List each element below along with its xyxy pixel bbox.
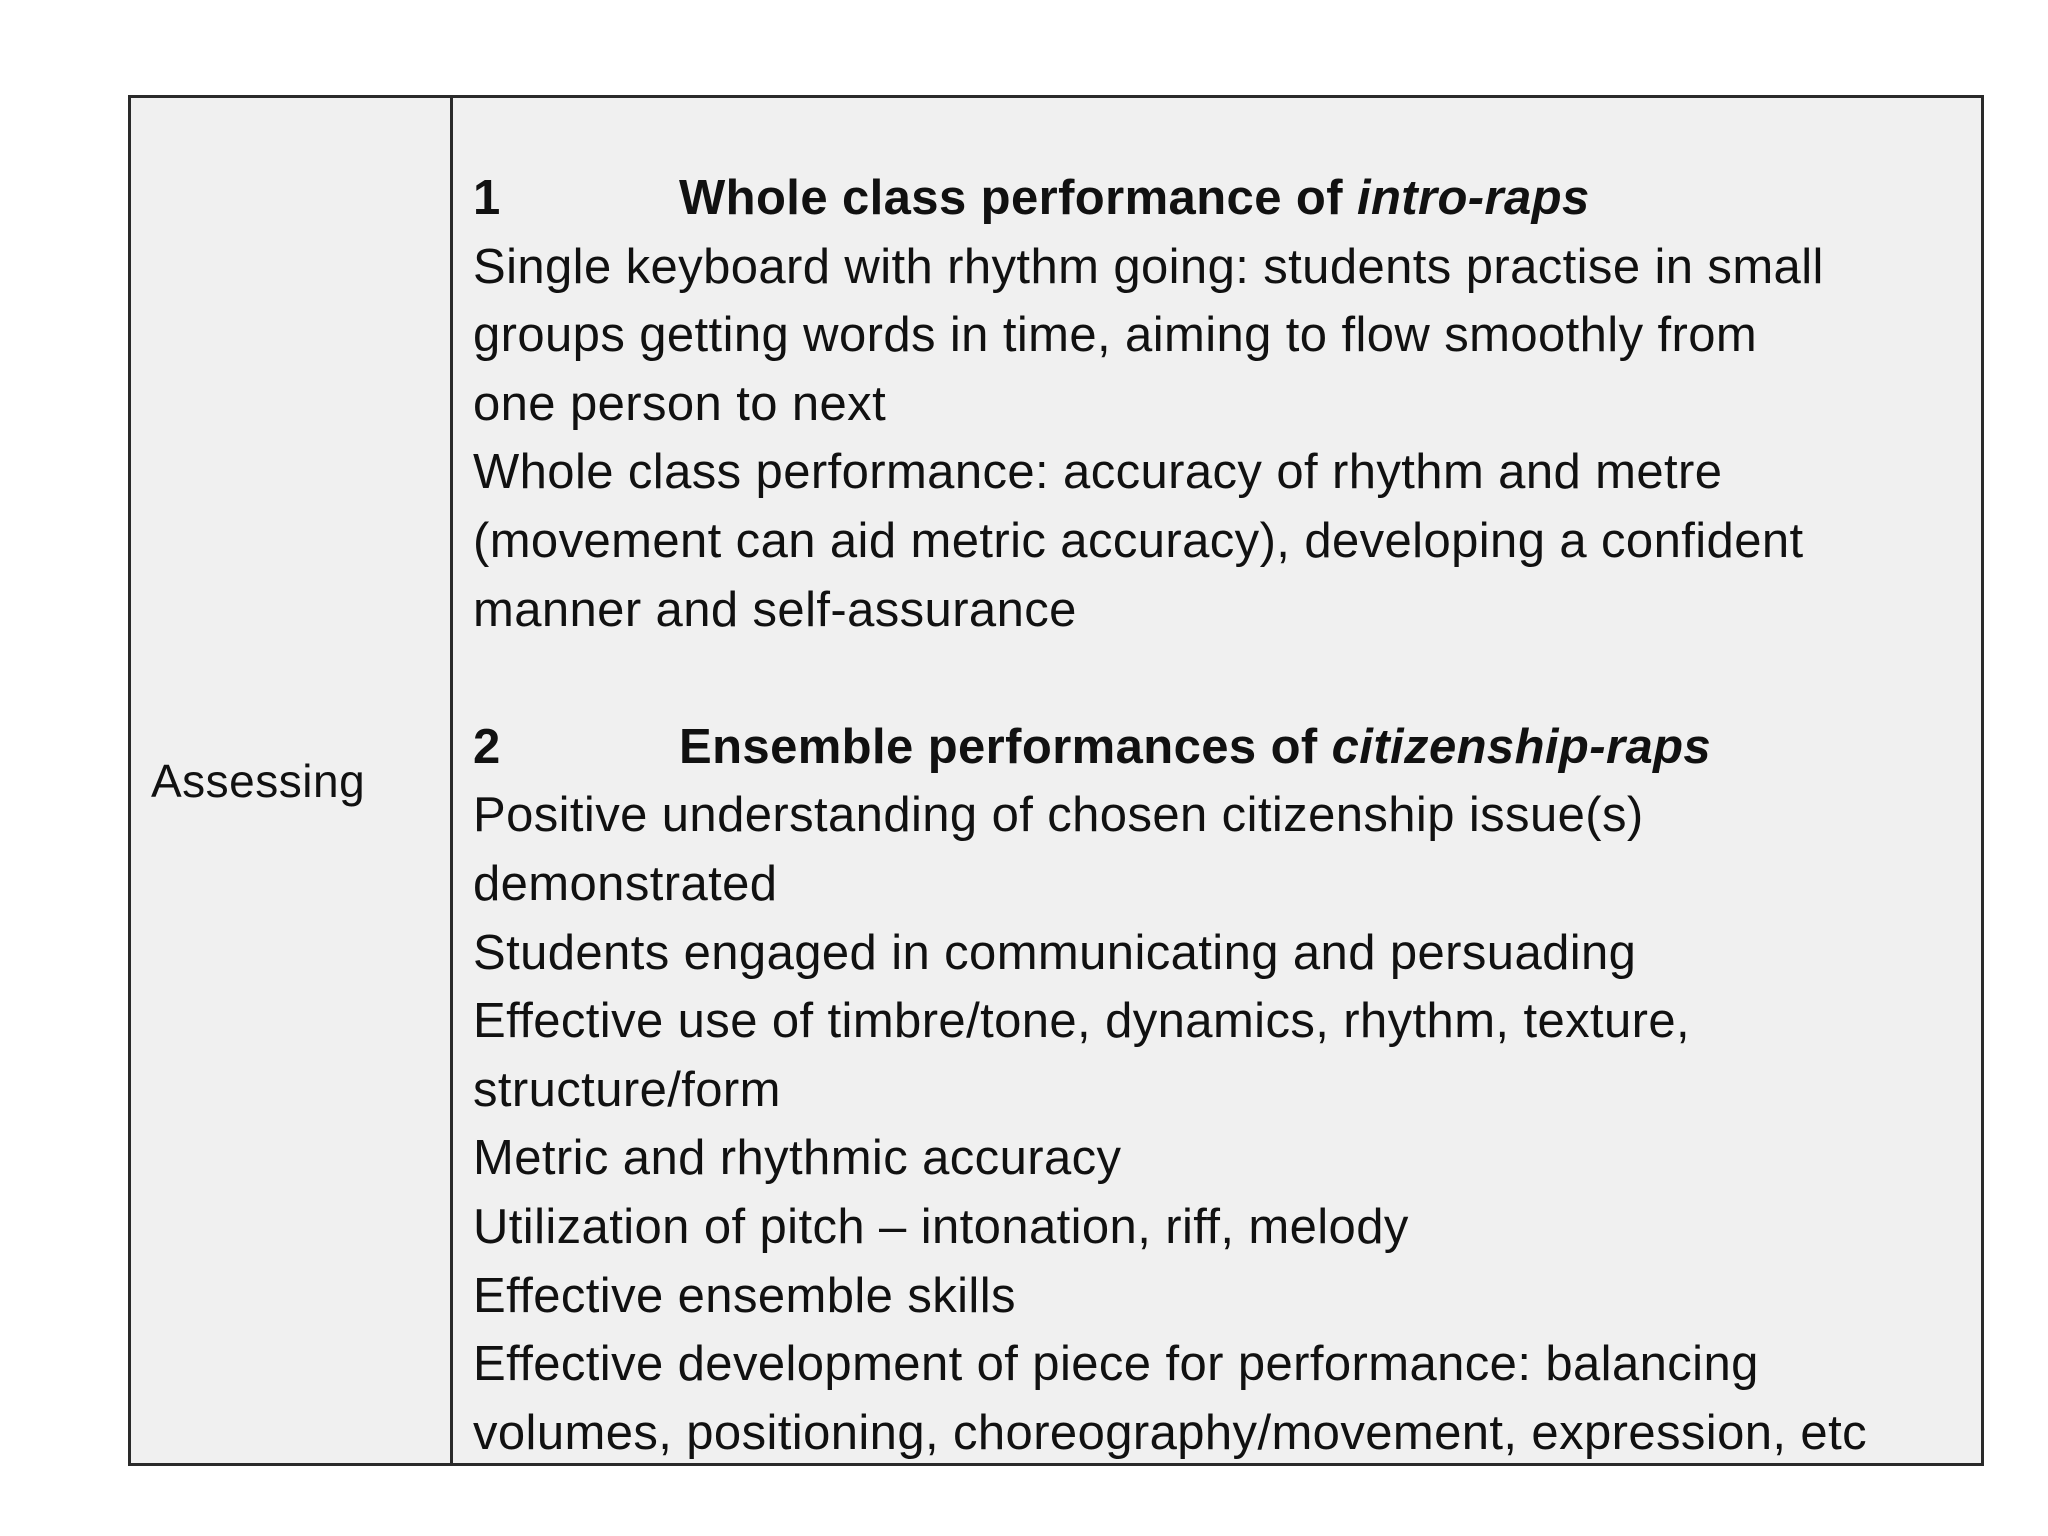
section-2-line: volumes, positioning, choreography/movement, expression, etc xyxy=(473,1405,1867,1460)
section-2-line: Metric and rhythmic accuracy xyxy=(473,1131,1122,1186)
section-1-line: Whole class performance: accuracy of rhythm and metre xyxy=(473,445,1723,500)
section-1-line: manner and self-assurance xyxy=(473,582,1077,637)
section-1-heading xyxy=(473,164,1967,233)
section-2-line: structure/form xyxy=(473,1062,781,1117)
section-1-line: one person to next xyxy=(473,376,887,431)
section-1-title xyxy=(679,164,1590,233)
section-1-line: Single keyboard with rhythm going: students practise in small xyxy=(473,239,1824,294)
section-2-number: 2 xyxy=(473,719,501,774)
section-2-title xyxy=(679,713,1711,782)
section-2-line: Effective use of timbre/tone, dynamics, rhythm, texture, xyxy=(473,994,1691,1049)
row-label-cell xyxy=(131,98,453,1463)
section-1-title-plain: Whole class performance of xyxy=(679,171,1357,225)
section-spacer xyxy=(473,644,1967,713)
section-1-line: (movement can aid metric accuracy), developing a confident xyxy=(473,513,1804,568)
section-1-title-italic: intro-raps xyxy=(1356,171,1590,225)
section-2-title-plain: Ensemble performances of xyxy=(679,719,1332,774)
section-1-number: 1 xyxy=(473,171,501,225)
section-2-line: Effective ensemble skills xyxy=(473,1268,1016,1323)
section-2-title-italic: citizenship-raps xyxy=(1331,719,1712,774)
assessment-table xyxy=(128,95,1984,1466)
section-2-line: Utilization of pitch – intonation, riff, melody xyxy=(473,1199,1409,1254)
section-2-heading xyxy=(473,713,1967,782)
section-1-line: groups getting words in time, aiming to flow smoothly from xyxy=(473,308,1758,363)
row-label: Assessing xyxy=(151,754,366,807)
section-2-line: Positive understanding of chosen citizenship issue(s) xyxy=(473,788,1644,843)
section-2-line: demonstrated xyxy=(473,856,778,911)
section-2-line: Students engaged in communicating and persuading xyxy=(473,925,1637,980)
content-cell xyxy=(453,98,1981,1463)
section-2-line: Effective development of piece for performance: balancing xyxy=(473,1337,1759,1392)
